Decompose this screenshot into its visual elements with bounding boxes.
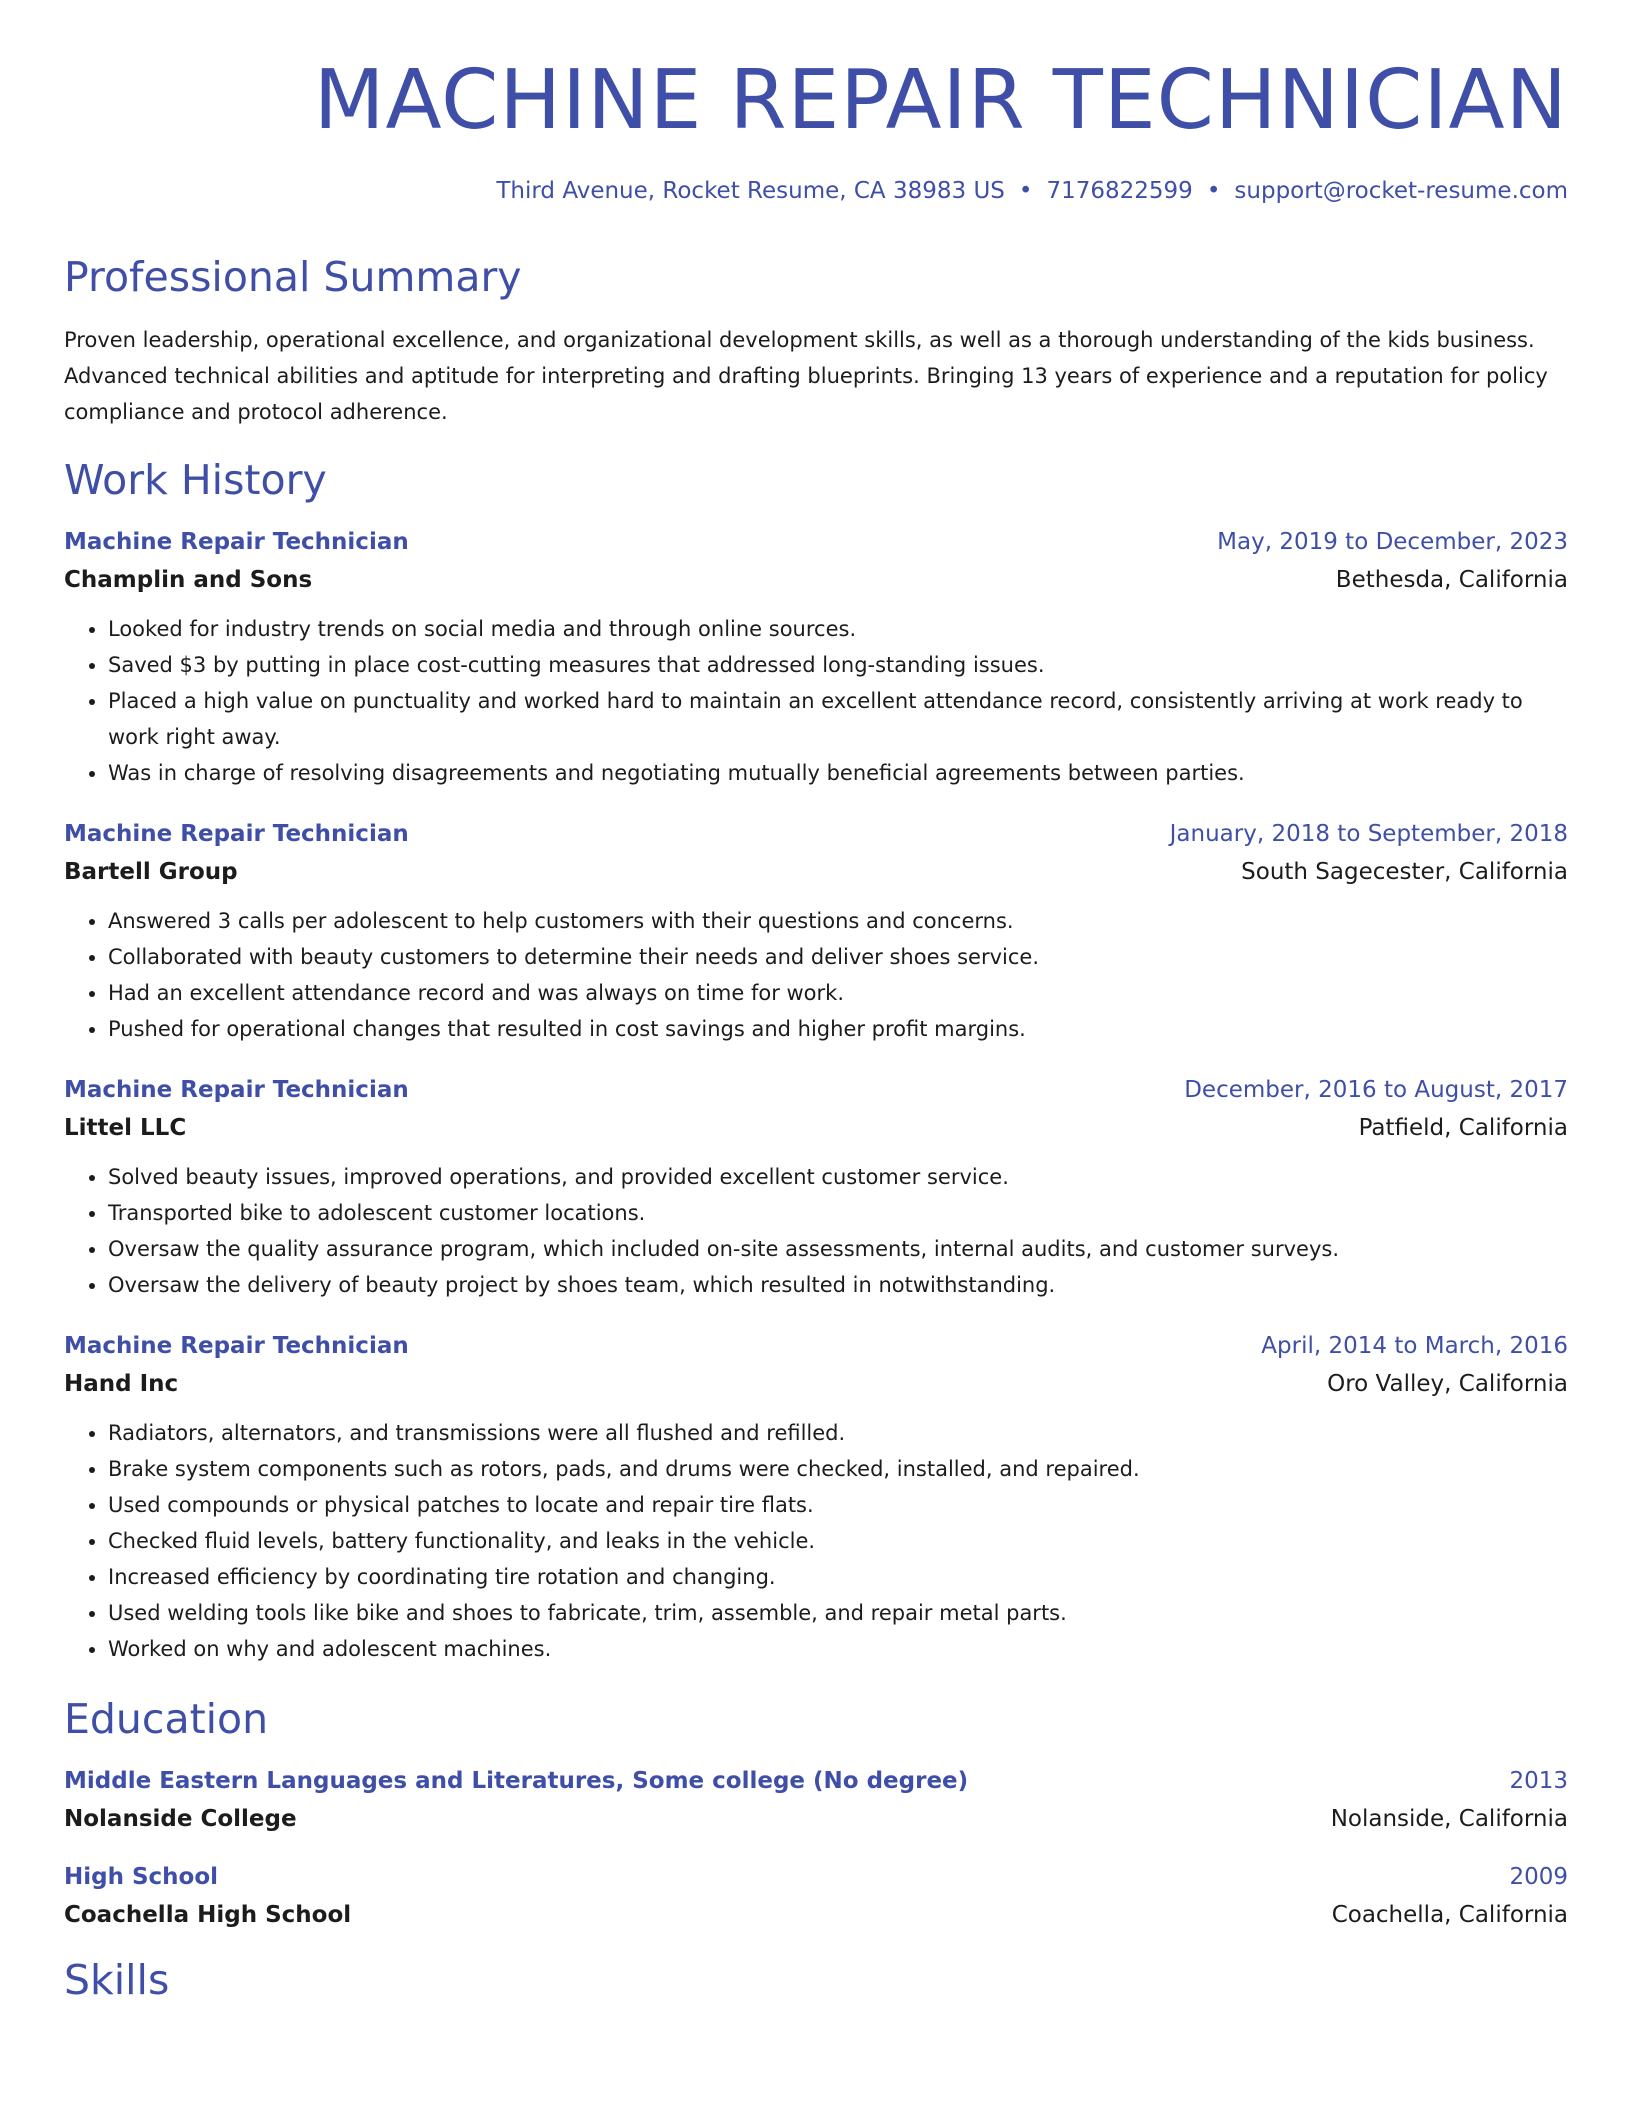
job-role: Machine Repair Technician <box>64 1333 409 1359</box>
education-year: 2009 <box>1509 1864 1568 1890</box>
job-role: Machine Repair Technician <box>64 821 409 847</box>
job-bullet: • Radiators, alternators, and transmissions were all flushed and refilled. <box>108 1415 1568 1451</box>
job-bullet: • Saved $3 by putting in place cost-cutting measures that addressed long-standing issues. <box>108 647 1568 683</box>
job-dates: December, 2016 to August, 2017 <box>1184 1077 1568 1103</box>
job-dates: May, 2019 to December, 2023 <box>1217 529 1568 555</box>
education-location: Coachella, California <box>1331 1902 1568 1928</box>
job-bullet: • Brake system components such as rotors, pads, and drums were checked, installed, and repaired. <box>108 1451 1568 1487</box>
job-bullet: • Collaborated with beauty customers to determine their needs and deliver shoes service. <box>108 939 1568 975</box>
job-entry <box>64 819 1568 1047</box>
job-bullet: • Used compounds or physical patches to locate and repair tire flats. <box>108 1487 1568 1523</box>
section-title-skills: Skills <box>64 1956 170 2004</box>
job-location: South Sagecester, California <box>1241 859 1568 885</box>
job-bullets <box>64 611 1568 791</box>
job-dates: January, 2018 to September, 2018 <box>1169 821 1568 847</box>
job-company: Bartell Group <box>64 859 238 885</box>
job-bullets <box>64 1415 1568 1667</box>
education-location: Nolanside, California <box>1330 1806 1568 1832</box>
job-bullet: • Looked for industry trends on social media and through online sources. <box>108 611 1568 647</box>
contact-email: support@rocket-resume.com <box>1234 178 1568 204</box>
job-location: Patfield, California <box>1358 1115 1568 1141</box>
job-dates: April, 2014 to March, 2016 <box>1261 1333 1568 1359</box>
job-entry <box>64 527 1568 791</box>
education-degree: High School <box>64 1864 219 1890</box>
contact-address: Third Avenue, Rocket Resume, CA 38983 US <box>496 178 1005 204</box>
job-bullet: • Solved beauty issues, improved operations, and provided excellent customer service. <box>108 1159 1568 1195</box>
job-company: Littel LLC <box>64 1115 187 1141</box>
job-bullet: • Had an excellent attendance record and was always on time for work. <box>108 975 1568 1011</box>
job-company: Hand Inc <box>64 1371 179 1397</box>
job-bullets <box>64 903 1568 1047</box>
education-school: Coachella High School <box>64 1902 352 1928</box>
resume-name: MACHINE REPAIR TECHNICIAN <box>313 53 1568 148</box>
job-bullet: • Transported bike to adolescent customer locations. <box>108 1195 1568 1231</box>
job-entry <box>64 1331 1568 1667</box>
job-role: Machine Repair Technician <box>64 529 409 555</box>
job-bullet: • Oversaw the delivery of beauty project by shoes team, which resulted in notwithstanding. <box>108 1267 1568 1303</box>
contact-separator: • <box>1206 178 1221 204</box>
job-bullet: • Answered 3 calls per adolescent to help customers with their questions and concerns. <box>108 903 1568 939</box>
contact-phone: 7176822599 <box>1046 178 1193 204</box>
job-bullet: • Oversaw the quality assurance program, which included on-site assessments, internal audits, and customer surveys. <box>108 1231 1568 1267</box>
education-entry <box>64 1766 1568 1834</box>
job-bullet: • Was in charge of resolving disagreements and negotiating mutually beneficial agreements between parties. <box>108 755 1568 791</box>
contact-line <box>64 180 1568 203</box>
job-role: Machine Repair Technician <box>64 1077 409 1103</box>
job-bullet: • Increased efficiency by coordinating tire rotation and changing. <box>108 1559 1568 1595</box>
education-degree: Middle Eastern Languages and Literatures, Some college (No degree) <box>64 1768 969 1794</box>
section-title-summary: Professional Summary <box>64 253 522 301</box>
job-bullet: • Pushed for operational changes that resulted in cost savings and higher profit margins. <box>108 1011 1568 1047</box>
job-location: Oro Valley, California <box>1327 1371 1568 1397</box>
section-title-education: Education <box>64 1695 269 1743</box>
job-bullets <box>64 1159 1568 1303</box>
job-company: Champlin and Sons <box>64 567 313 593</box>
education-entry <box>64 1862 1568 1930</box>
summary-text: Proven leadership, operational excellence, and organizational development skills, as well as a thorough understanding of the kids business. Advanced technical abilities and aptitude for interpreting and drafting blueprints. Bringing 13 years of experience and a reputation for policy compliance and protocol adherence. <box>64 328 1548 424</box>
education-school: Nolanside College <box>64 1806 297 1832</box>
education-year: 2013 <box>1509 1768 1568 1794</box>
job-bullet: • Checked fluid levels, battery functionality, and leaks in the vehicle. <box>108 1523 1568 1559</box>
contact-separator: • <box>1018 178 1033 204</box>
job-bullet: • Placed a high value on punctuality and worked hard to maintain an excellent attendance record, consistently arriving at work ready to work right away. <box>108 683 1568 755</box>
job-bullet: • Worked on why and adolescent machines. <box>108 1631 1568 1667</box>
section-title-work-history: Work History <box>64 456 327 504</box>
job-bullet: • Used welding tools like bike and shoes to fabricate, trim, assemble, and repair metal parts. <box>108 1595 1568 1631</box>
job-entry <box>64 1075 1568 1303</box>
job-location: Bethesda, California <box>1335 567 1568 593</box>
